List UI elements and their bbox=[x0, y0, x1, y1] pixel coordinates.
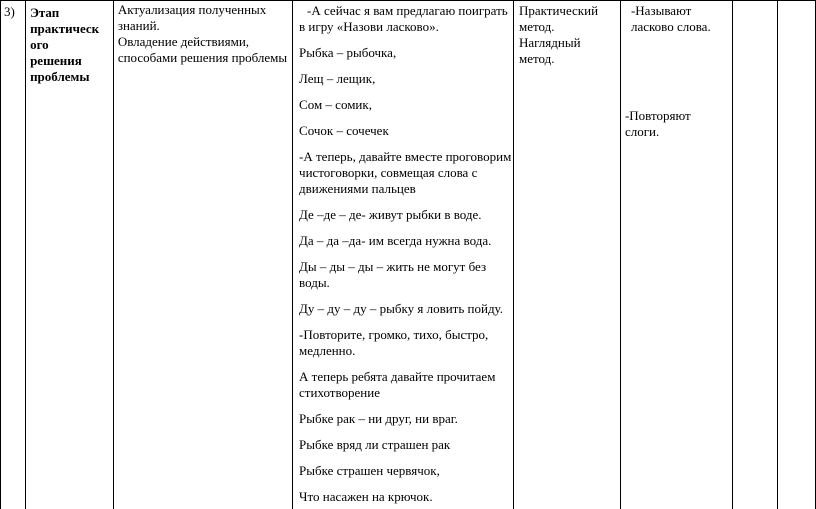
activity-paragraph: -Повторите, громко, тихо, быстро, медленно. bbox=[299, 327, 489, 358]
activity-paragraph: Лещ – лещик, bbox=[299, 71, 376, 86]
empty-cell bbox=[778, 1, 816, 509]
stage-line: ого bbox=[30, 37, 49, 52]
pupil-line: -Повторяют bbox=[624, 108, 691, 123]
methods-line: метод. bbox=[518, 51, 555, 66]
stage-line: проблемы bbox=[30, 69, 90, 84]
empty-cell bbox=[733, 1, 778, 509]
pupil-activity-first bbox=[625, 3, 732, 35]
pupil-activity-cell bbox=[620, 1, 732, 509]
activity-paragraph: Да – да –да- им всегда нужна вода. bbox=[299, 233, 492, 248]
stage-line: Этап bbox=[30, 5, 60, 20]
activity-paragraph: Сом – сомик, bbox=[299, 97, 372, 112]
activity-paragraph: Рыбке вряд ли страшен рак bbox=[299, 437, 451, 452]
activity-paragraph: Де –де – де- живут рыбки в воде. bbox=[299, 207, 482, 222]
stage-line: практическ bbox=[30, 21, 100, 36]
methods-line: Практический bbox=[518, 3, 599, 18]
activity-paragraph: Сочок – сочечек bbox=[299, 123, 389, 138]
activity-paragraph: Что насажен на крючок. bbox=[299, 489, 433, 504]
content-line: способами решения проблемы bbox=[117, 50, 288, 65]
activity-paragraph: -А теперь, давайте вместе проговорим чистоговорки, совмещая слова с движениями пальцев bbox=[299, 149, 512, 196]
activity-paragraph: Рыбке рак – ни друг, ни враг. bbox=[299, 411, 458, 426]
content-line: Актуализация полученных bbox=[117, 2, 267, 17]
pupil-line: -Называют bbox=[630, 3, 692, 18]
activity-paragraph: -А сейчас я вам предлагаю поиграть в игру «Назови ласково». bbox=[299, 3, 508, 34]
content-cell bbox=[113, 1, 292, 509]
row-number-cell bbox=[1, 1, 26, 509]
stage-cell bbox=[26, 1, 114, 509]
pupil-line: слоги. bbox=[624, 124, 660, 139]
pupil-line: ласково слова. bbox=[630, 19, 711, 34]
methods-cell bbox=[513, 1, 620, 509]
methods-line: Наглядный bbox=[518, 35, 581, 50]
table-row bbox=[1, 1, 816, 509]
stage-line: решения bbox=[30, 53, 82, 68]
activity-paragraph: Рыбка – рыбочка, bbox=[299, 45, 397, 60]
content-line: Овладение действиями, bbox=[117, 34, 250, 49]
row-number: 3) bbox=[4, 4, 15, 19]
activity-paragraph: А теперь ребята давайте прочитаем стихотворение bbox=[299, 369, 496, 400]
content-line: знаний. bbox=[117, 18, 160, 33]
activity-paragraph: Рыбке страшен червячок, bbox=[299, 463, 440, 478]
teacher-activity-cell bbox=[293, 1, 514, 509]
methods-line: метод. bbox=[518, 19, 555, 34]
activity-paragraph: Ды – ды – ды – жить не могут без воды. bbox=[299, 259, 487, 290]
activity-paragraph: Ду – ду – ду – рыбку я ловить пойду. bbox=[299, 301, 504, 316]
pupil-activity-second bbox=[625, 108, 732, 140]
